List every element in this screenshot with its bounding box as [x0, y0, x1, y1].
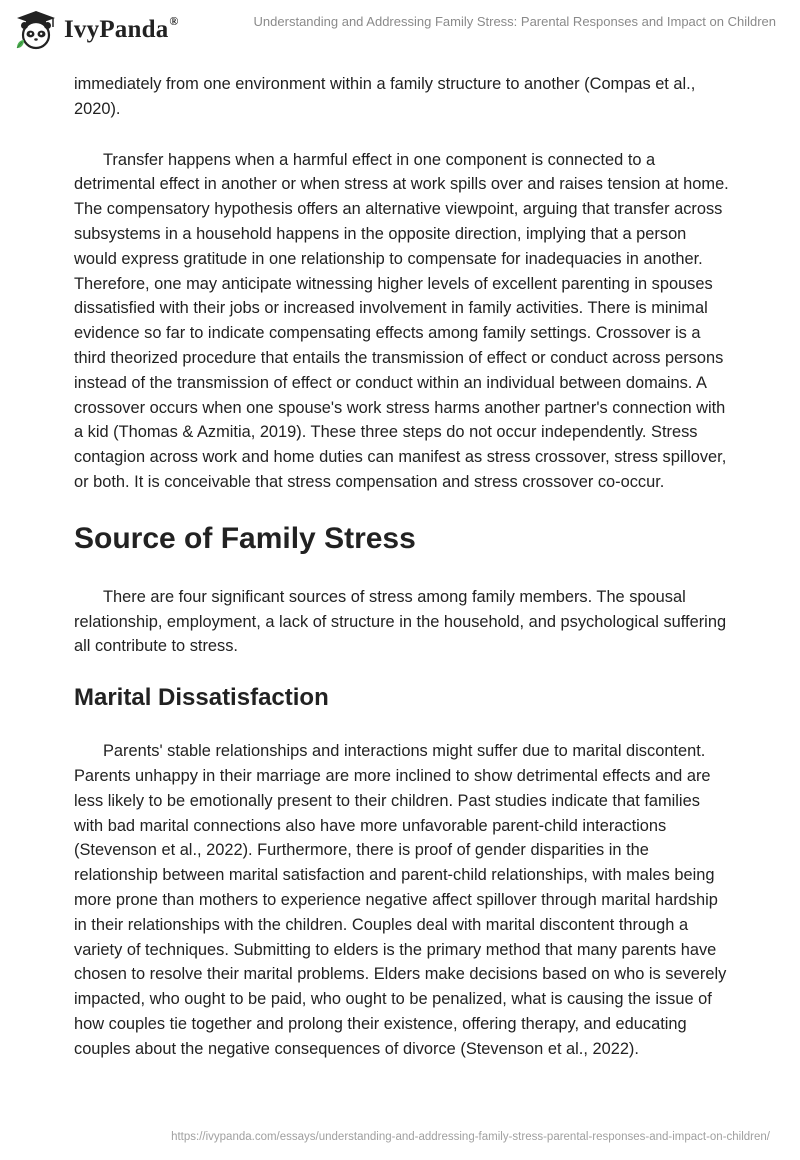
- ivypanda-logo-link[interactable]: [14, 10, 179, 50]
- paragraph-continued: immediately from one environment within a family structure to another (Compas et al., 2020).: [74, 75, 696, 118]
- heading-marital-dissatisfaction: Marital Dissatisfaction: [74, 684, 329, 712]
- paragraph-marital: Parents' stable relationships and interactions might suffer due to marital discontent. Parents unhappy in their marriage are more inclined to show detrimental effects and are less likely to be emotionally present to their children. Past studies indicate that families with bad marital connections also have more unfavorable parent-child interactions (Stevenson et al., 2022). Furthermore, there is proof of gender disparities in the relationship between marital satisfaction and parent-child relationships, with males being more prone than mothers to experience negative affect spillover through marital hardship in their relationships with the children. Couples deal with marital discontent through a variety of techniques. Submitting to elders is the primary method that many parents have chosen to resolve their marital problems. Elders make decisions based on who is severely impacted, who ought to be paid, who ought to be penalized, what is causing the issue of how couples tie together and prolong their existence, offering therapy, and educating couples about the negative consequences of divorce (Stevenson et al., 2022).: [74, 742, 727, 1058]
- heading-source-of-family-stress: Source of Family Stress: [74, 521, 416, 555]
- paragraph-sources: There are four significant sources of stress among family members. The spousal relationship, employment, a lack of structure in the household, and psychological suffering all contribute to stress.: [74, 587, 727, 656]
- document-title: Understanding and Addressing Family Stress: Parental Responses and Impact on Children: [253, 14, 776, 29]
- registered-mark: ®: [169, 14, 179, 28]
- logo-name: IvyPanda: [64, 16, 169, 43]
- page-header: [0, 0, 800, 64]
- logo-wordmark: [64, 16, 179, 44]
- paragraph-transfer: Transfer happens when a harmful effect in one component is connected to a detrimental effect in another or when stress at work spills over and raises tension at home. The compensatory hypothesis offers an alternative viewpoint, arguing that transfer across subsystems in a household happens in the opposite direction, implying that a person would express gratitude in one relationship to compensate for inadequacies in another. Therefore, one may anticipate witnessing higher levels of excellent parenting in spouses dissatisfied with their jobs or increased involvement in family activities. There is minimal evidence so far to indicate compensating effects among family settings. Crossover is a third theorized procedure that entails the transmission of effect or conduct across persons instead of the transmission of effect or conduct within an individual between domains. A crossover occurs when one spouse's work stress harms another partner's connection with a kid (Thomas & Azmitia, 2019). These three steps do not occur independently. Stress contagion across work and home duties can manifest as stress crossover, stress spillover, or both. It is conceivable that stress compensation and stress crossover co-occur.: [74, 150, 729, 491]
- panda-graduate-icon: [14, 10, 58, 50]
- footer-url-link[interactable]: https://ivypanda.com/essays/understanding-and-addressing-family-stress-parental-responses-and-impact-on-children/: [171, 1131, 770, 1143]
- essay-body: [74, 72, 730, 1062]
